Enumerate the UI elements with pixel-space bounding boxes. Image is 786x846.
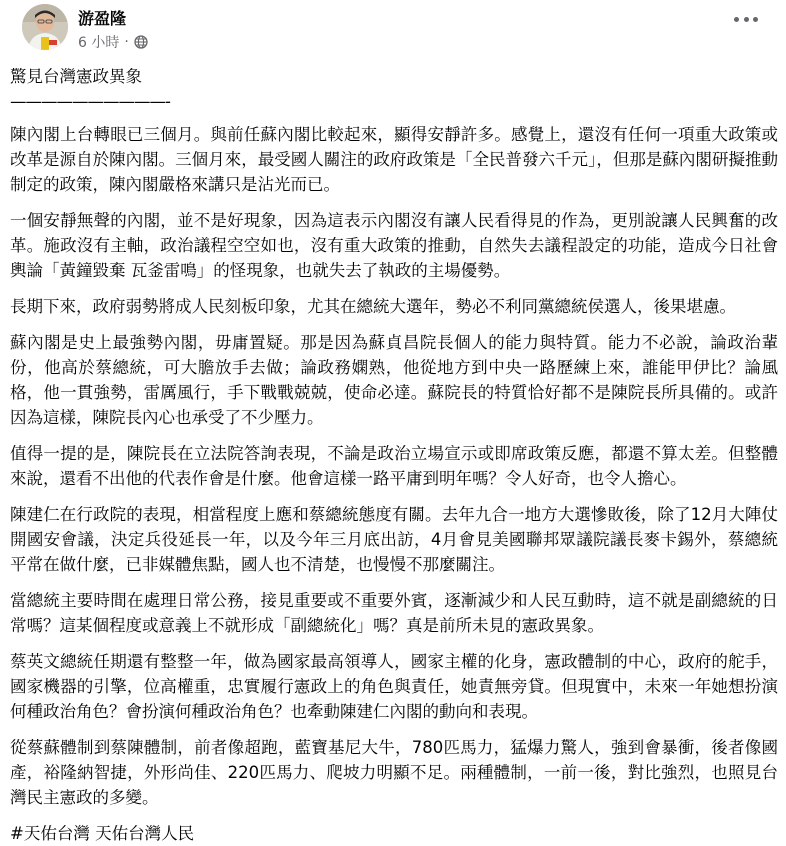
post-paragraph: 長期下來，政府弱勢將成人民刻板印象，尤其在總統大選年，勢必不利同黨總統侯選人，後果堪慮。 (10, 297, 736, 316)
post-meta (78, 32, 148, 52)
avatar-image (22, 4, 68, 50)
post-paragraph: 蘇內閣是史上最強勢內閣，毋庸置疑。那是因為蘇貞昌院長個人的能力與特質。能力不必說，論政治輩份，他高於蔡總統，可大膽放手去做；論政務嫻熟，他從地方到中央一路歷練上來，誰能甲伊比？論風格，他一貫強勢，雷厲風行，手下戰戰兢兢，使命必達。蘇院長的特質恰好都不是陳院長所具備的。或許因為這樣，陳院長內心也承受了不少壓力。 (10, 333, 778, 427)
meta-separator: · (124, 34, 129, 50)
hashtag-text: 天佑台灣人民 (95, 824, 195, 843)
post-timestamp[interactable]: 6 小時 (78, 35, 120, 51)
hashtag-line (10, 821, 778, 846)
post-body (10, 64, 778, 846)
author-name[interactable]: 游盈隆 (78, 9, 127, 28)
post-paragraph: 陳內閣上台轉眼已三個月。與前任蘇內閣比較起來，顯得安靜許多。感覺上，還沒有任何一項重大政策或改革是源自於陳內閣。三個月來，最受國人關注的政府政策是「全民普發六千元」，但那是蘇內閣研擬推動制定的政策，陳內閣嚴格來講只是沾光而已。 (10, 125, 778, 194)
post-paragraph: 一個安靜無聲的內閣，並不是好現象，因為這表示內閣沒有讓人民看得見的作為，更別說讓人民興奮的改革。施政沒有主軸，政治議程空空如也，沒有重大政策的推動，自然失去議程設定的功能，造成今日社會輿論「黃鐘毀棄 瓦釜雷鳴」的怪現象，也就失去了執政的主場優勢。 (10, 211, 778, 280)
dot-icon (734, 17, 739, 22)
post-header (10, 0, 776, 60)
avatar[interactable] (22, 4, 68, 50)
post-paragraph: 值得一提的是，陳院長在立法院答詢表現，不論是政治立場宣示或即席政策反應，都還不算太差。但整體來說，還看不出他的代表作會是什麼。他會這樣一路平庸到明年嗎？令人好奇，也令人擔心。 (10, 444, 778, 488)
post-paragraph: 陳建仁在行政院的表現，相當程度上應和蔡總統態度有關。去年九合一地方大選慘敗後，除了12月大陣仗開國安會議，決定兵役延長一年，以及今年三月底出訪，4月會見美國聯邦眾議院議長麥卡錫外，蔡總統平常在做什麼，已非媒體焦點，國人也不清楚，也慢慢不那麼關注。 (10, 505, 778, 574)
post-paragraph: 蔡英文總統任期還有整整一年，做為國家最高領導人，國家主權的化身，憲政體制的中心，政府的舵手，國家機器的引擎，位高權重，忠實履行憲政上的角色與責任，她責無旁貸。但現實中，未來一年她想扮演何種政治角色？會扮演何種政治角色？也牽動陳建仁內閣的動向和表現。 (10, 652, 778, 721)
post-title: 驚見台灣憲政異象 (10, 67, 142, 86)
more-options-button[interactable] (734, 12, 758, 26)
hashtag-link[interactable]: #天佑台灣 (10, 824, 90, 843)
dot-icon (753, 17, 758, 22)
dot-icon (744, 17, 749, 22)
post-divider: ——————————- (10, 92, 170, 111)
post-paragraph: 從蔡蘇體制到蔡陳體制，前者像超跑，藍寶基尼大牛，780匹馬力，猛爆力驚人，強到會暴衝，後者像國產，裕隆納智捷，外形尚佳、220匹馬力、爬坡力明顯不足。兩種體制，一前一後，對比強烈，也照見台灣民主憲政的多變。 (10, 738, 778, 807)
post-paragraph: 當總統主要時間在處理日常公務，接見重要或不重要外賓，逐漸減少和人民互動時，這不就是副總統的日常嗎？這某個程度或意義上不就形成「副總統化」嗎？真是前所未見的憲政異象。 (10, 591, 778, 635)
globe-icon[interactable] (134, 35, 148, 49)
